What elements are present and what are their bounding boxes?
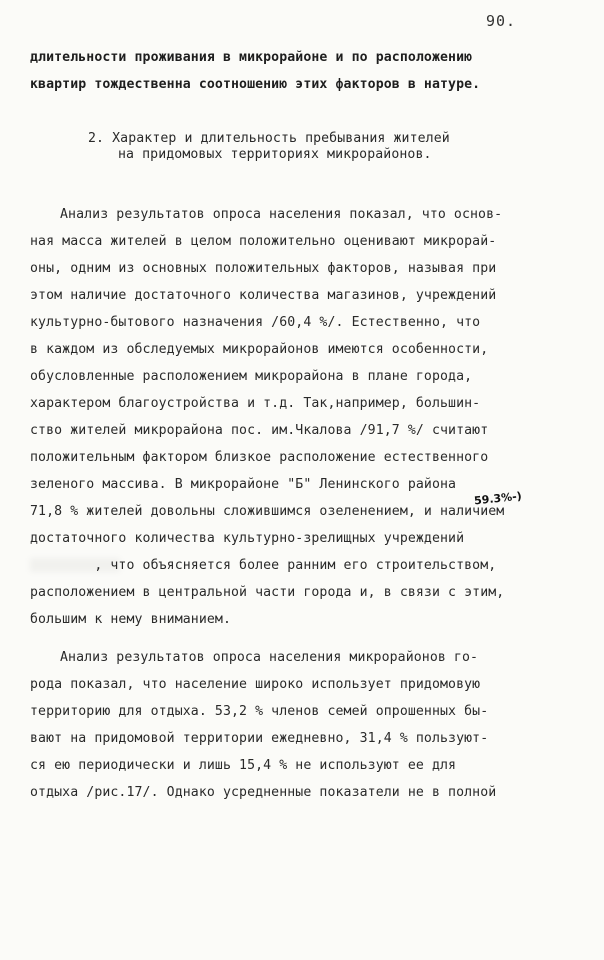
text-line: вают на придомовой территории ежедневно, 31,4 % пользуют- xyxy=(30,731,489,746)
text-line: зеленого массива. В микрорайоне "Б" Ленинского района xyxy=(30,477,457,492)
text-line: обусловленные расположением микрорайона в плане города, xyxy=(30,369,473,384)
page-number: 90. xyxy=(486,12,517,30)
text-line: положительным фактором близкое расположение естественного xyxy=(30,450,489,465)
text-line: Анализ результатов опроса населения микрорайонов го- xyxy=(60,650,479,665)
text-line: территорию для отдыха. 53,2 % членов семей опрошенных бы- xyxy=(30,704,489,719)
text-line: ся ею периодически и лишь 15,4 % не используют ее для xyxy=(30,758,457,773)
text-line: характером благоустройства и т.д. Так,например, большин- xyxy=(30,396,481,411)
text-line: отдыха /рис.17/. Однако усредненные показатели не в полной xyxy=(30,785,497,800)
text-line: 71,8 % жителей довольны сложившимся озеленением, и наличием xyxy=(30,504,505,519)
text-line: ство жителей микрорайона пос. им.Чкалова /91,7 %/ считают xyxy=(30,423,489,438)
text-line: этом наличие достаточного количества магазинов, учреждений xyxy=(30,288,497,303)
text-line: Анализ результатов опроса населения показал, что основ- xyxy=(60,207,503,222)
text-line: оны, одним из основных положительных факторов, называя при xyxy=(30,261,497,276)
text-line: рода показал, что население широко использует придомовую xyxy=(30,677,481,692)
text-line: квартир тождественна соотношению этих факторов в натуре. xyxy=(30,77,481,92)
text-line: , что объясняется более ранним его строительством, xyxy=(30,558,497,573)
text-line: культурно-бытового назначения /60,4 %/. Естественно, что xyxy=(30,315,481,330)
handwritten-insertion: 59.3%-) xyxy=(473,489,523,508)
text-line: расположением в центральной части города и, в связи с этим, xyxy=(30,585,505,600)
text-line: длительности проживания в микрорайоне и по расположению xyxy=(30,50,473,65)
text-line: достаточного количества культурно-зрелищных учреждений xyxy=(30,531,465,546)
section-heading-line: на придомовых территориях микрорайонов. xyxy=(118,147,432,162)
text-line: большим к нему вниманием. xyxy=(30,612,231,627)
text-line: в каждом из обследуемых микрорайонов имеются особенности, xyxy=(30,342,489,357)
erased-text-smudge xyxy=(30,558,120,572)
text-line: ная масса жителей в целом положительно оценивают микрорай- xyxy=(30,234,497,249)
section-heading-line: 2. Характер и длительность пребывания жителей xyxy=(88,131,450,146)
